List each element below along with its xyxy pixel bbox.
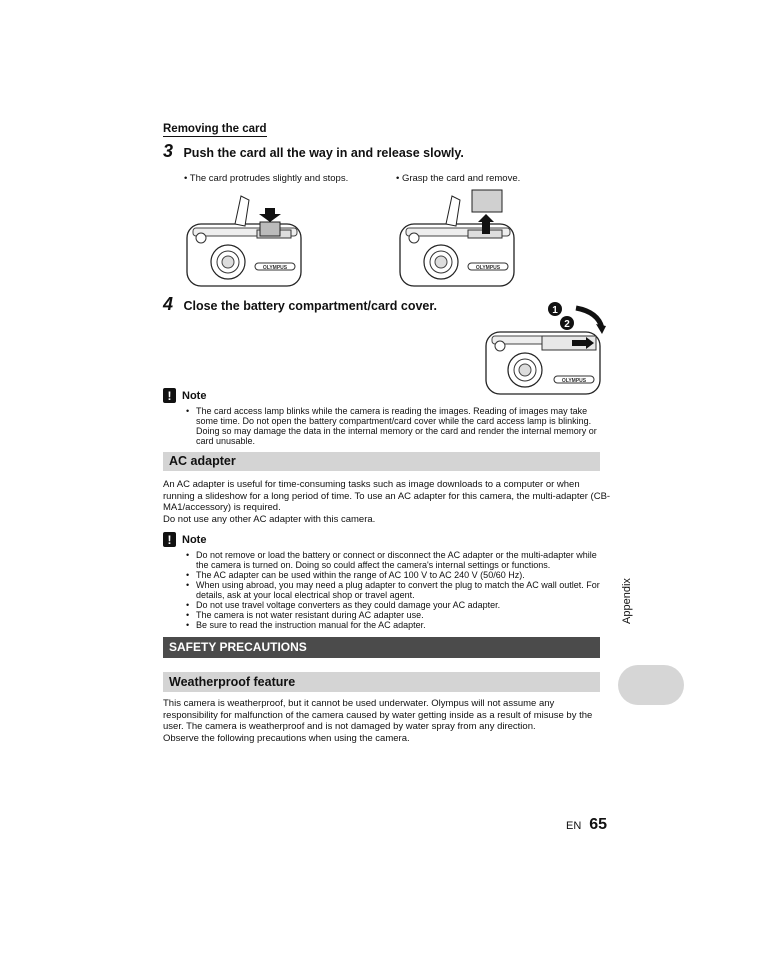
exclamation-icon: ! <box>163 388 176 403</box>
note-card-lamp <box>163 388 609 446</box>
note-item: • Do not remove or load the battery or connect or disconnect the AC adapter or the multi-adapter while the camera is turned on. Doing so could affect the camera's internal settings or functions. <box>186 550 609 570</box>
page-footer <box>566 816 607 834</box>
language-code: EN <box>566 820 582 832</box>
brand-logo: OLYMPUS <box>262 265 288 271</box>
note-header <box>163 388 609 403</box>
step-badge-1: 1 <box>552 305 558 316</box>
step-4-number: 4 <box>163 294 174 314</box>
ac-para-1: An AC adapter is useful for time-consuming tasks such as image downloads to a computer or when running a slideshow for a long period of time. To use an AC adapter for this camera, the multi-adapter (CB-MA1/accessory) is required. <box>163 479 611 513</box>
note-item: • Do not use travel voltage converters as they could damage your AC adapter. <box>186 600 609 610</box>
caption-right: • Grasp the card and remove. <box>396 173 521 184</box>
step-3-text: Push the card all the way in and release slowly. <box>183 146 464 160</box>
appendix-side-label: Appendix <box>621 578 633 624</box>
note-item: • The camera is not water resistant during AC adapter use. <box>186 610 609 620</box>
page-number: 65 <box>589 816 608 833</box>
note-item: • The card access lamp blinks while the camera is reading the images. Reading of images may take some time. Do not open the battery compartment/card cover while the card access lamp is blinking. Doing so may damage the data in the internal memory or the card and render the internal memory or card unusable. <box>186 406 609 446</box>
camera-remove-illustration <box>396 186 521 290</box>
removing-card-heading: Removing the card <box>163 123 267 135</box>
step-4 <box>163 294 437 315</box>
weatherproof-heading: Weatherproof feature <box>163 672 600 692</box>
brand-logo: OLYMPUS <box>475 265 501 271</box>
note-label: Note <box>182 389 207 402</box>
ac-adapter-heading: AC adapter <box>163 452 600 471</box>
safety-precautions-heading: SAFETY PRECAUTIONS <box>163 637 600 658</box>
step-3-number: 3 <box>163 141 174 161</box>
exclamation-icon: ! <box>163 532 176 547</box>
caption-left: • The card protrudes slightly and stops. <box>184 173 349 184</box>
note-list <box>163 406 609 446</box>
note-ac-adapter <box>163 532 609 630</box>
appendix-tab <box>618 665 684 705</box>
camera-close-cover-illustration <box>480 298 608 400</box>
camera-push-illustration <box>183 190 308 290</box>
note-label: Note <box>182 533 207 546</box>
note-list <box>163 550 609 630</box>
weather-para-1: This camera is weatherproof, but it cannot be used underwater. Olympus will not assume any responsibility for malfunction of the camera caused by water getting inside as a result of misuse by the user. The camera is weatherproof and is not damaged by water spray from any direction. <box>163 698 593 732</box>
note-header <box>163 532 609 547</box>
note-item: • Be sure to read the instruction manual for the AC adapter. <box>186 620 609 630</box>
weather-para-2: Observe the following precautions when using the camera. <box>163 732 410 744</box>
note-item: • When using abroad, you may need a plug adapter to convert the plug to match the AC wall outlet. For details, ask at your local electrical shop or travel agent. <box>186 580 609 600</box>
ac-adapter-intro <box>163 479 611 525</box>
step-4-text: Close the battery compartment/card cover. <box>183 299 438 313</box>
step-badge-2: 2 <box>564 319 570 330</box>
step-3 <box>163 141 464 162</box>
weatherproof-body <box>163 698 611 744</box>
brand-logo: OLYMPUS <box>561 378 587 384</box>
ac-para-2: Do not use any other AC adapter with this camera. <box>163 513 376 525</box>
note-item: • The AC adapter can be used within the range of AC 100 V to AC 240 V (50/60 Hz). <box>186 570 609 580</box>
